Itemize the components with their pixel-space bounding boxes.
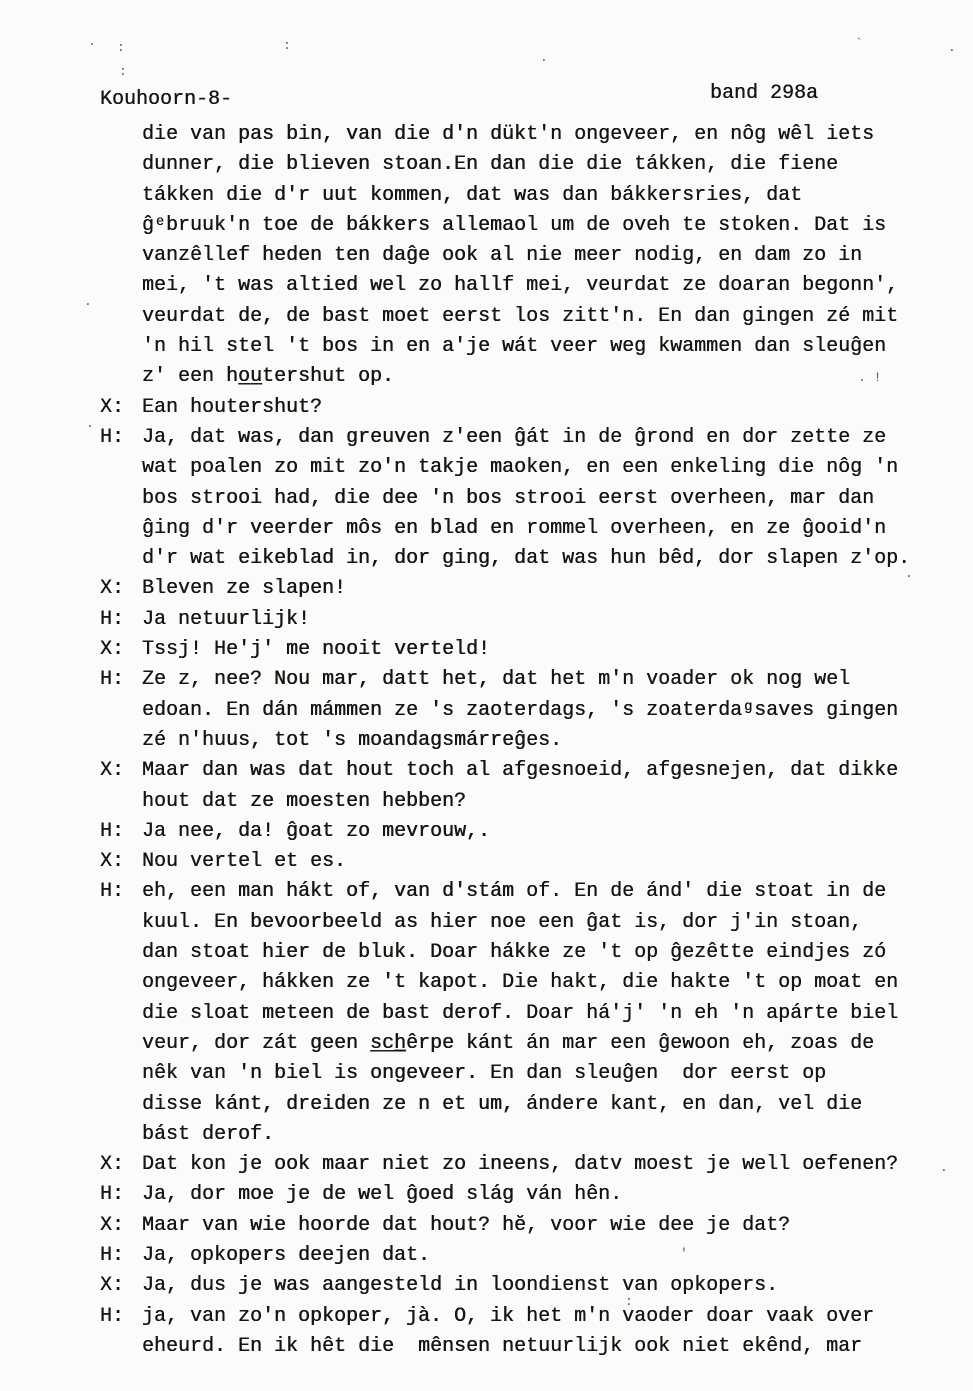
page-header [100, 82, 933, 120]
line-text: bást derof. [142, 1122, 275, 1146]
line-text: eh, een man hákt of, van d'stám of. En de ánd' die stoat in de [142, 880, 887, 904]
transcript-line [100, 938, 933, 968]
speaker-label: H: [100, 819, 125, 843]
transcript-line [100, 1059, 933, 1089]
transcript-line [100, 1332, 933, 1362]
transcript-line [100, 423, 933, 453]
line-text: eheurd. En ik hêt die mênsen netuurlijk ook niet ekênd, mar [142, 1334, 863, 1358]
line-text: bos strooi had, die dee 'n bos strooi eerst overheen, mar dan [142, 486, 875, 510]
line-text: Maar dan was dat hout toch al afgesnoeid, afgesnejen, dat dikke [142, 759, 899, 783]
transcript-line [100, 756, 933, 786]
speaker-label: H: [100, 607, 125, 631]
line-text: ĝᵉbruuk'n toe de bákkers allemaol um de oveh te stoken. Dat is [142, 213, 887, 237]
transcript-line [100, 605, 933, 635]
transcript-line [100, 362, 933, 392]
transcript-line [100, 635, 933, 665]
scan-speck: : [283, 38, 291, 53]
transcript-line [100, 787, 933, 817]
transcript-line [100, 726, 933, 756]
line-text: ongeveer, hákken ze 't kapot. Die hakt, die hakte 't op moat en [142, 971, 899, 995]
transcript-line [100, 484, 933, 514]
scan-speck: . [540, 50, 548, 65]
line-text: Ze z, nee? Nou mar, datt het, dat het m'n voader ok nog wel [142, 668, 851, 692]
speaker-label: X: [100, 638, 125, 662]
line-text: Ja nee, da! ĝoat zo mevrouw,. [142, 819, 491, 843]
transcript-line [100, 332, 933, 362]
scan-speck: . [84, 294, 92, 309]
document-title: Kouhoorn-8- [100, 88, 233, 111]
transcript-line [100, 544, 933, 574]
speaker-label: H: [100, 1243, 125, 1267]
transcript-line [100, 393, 933, 423]
scan-speck: . ! [858, 370, 882, 385]
transcript-line [100, 1120, 933, 1150]
line-text: Dat kon je ook maar niet zo ineens, datv moest je well oefenen? [142, 1153, 899, 1177]
transcript-line [100, 999, 933, 1029]
line-text: Maar van wie hoorde dat hout? hĕ, voor wie dee je dat? [142, 1213, 791, 1237]
line-text: 'n hil stel 't bos in en a'je wát veer weg kwammen dan sleuĝen [142, 335, 887, 359]
scan-speck: ' [680, 1246, 688, 1261]
scan-speck: ` [855, 36, 863, 51]
line-text: ĝing d'r veerder môs en blad en rommel overheen, en ze ĝooid'n [142, 516, 887, 540]
line-text: vanzêllef heden ten daĝe ook al nie meer nodig, en dam zo in [142, 244, 863, 268]
transcript-line [100, 877, 933, 907]
transcript-lines [100, 120, 933, 1362]
speaker-label: X: [100, 759, 125, 783]
transcript-line [100, 120, 933, 150]
line-text: Ja, dat was, dan greuven z'een ĝát in de ĝrond en dor zette ze [142, 425, 887, 449]
transcript-line [100, 696, 933, 726]
transcript-line [100, 1241, 933, 1271]
transcript-line [100, 574, 933, 604]
line-text: Ja, opkopers deejen dat. [142, 1243, 431, 1267]
speaker-label: H: [100, 1304, 125, 1328]
line-text: mei, 't was altied wel zo hallf mei, veurdat ze doaran begonn', [142, 274, 899, 298]
line-text: wat poalen zo mit zo'n takje maoken, en een enkeling die nôg 'n [142, 456, 899, 480]
line-text: tákken die d'r uut kommen, dat was dan bákkersries, dat [142, 183, 803, 207]
line-text: edoan. En dán mámmen ze 's zaoterdags, 's zoaterdaᵍsaves gingen [142, 698, 899, 722]
line-text: Tssj! He'j' me nooit verteld! [142, 638, 491, 662]
transcript-line [100, 847, 933, 877]
line-text: dunner, die blieven stoan.En dan die die tákken, die fiene [142, 153, 839, 177]
line-text: Bleven ze slapen! [142, 577, 347, 601]
scan-speck: . [905, 566, 913, 581]
speaker-label: X: [100, 1274, 125, 1298]
scan-speck: : [117, 40, 125, 55]
transcript-line [100, 453, 933, 483]
transcript-line [100, 1090, 933, 1120]
speaker-label: H: [100, 880, 125, 904]
line-text: z' een ho̲u̲tershut op. [142, 365, 395, 389]
line-text: Ean houtershut? [142, 395, 323, 419]
line-text: disse kánt, dreiden ze n et um, ándere kant, en dan, vel die [142, 1092, 863, 1116]
scan-speck: . [86, 416, 94, 431]
line-text: Ja netuurlijk! [142, 607, 311, 631]
transcript-line [100, 181, 933, 211]
line-text: ja, van zo'n opkoper, jà. O, ik het m'n vaoder doar vaak over [142, 1304, 875, 1328]
line-text: d'r wat eikeblad in, dor ging, dat was hun bêd, dor slapen z'op. [142, 547, 911, 571]
scan-speck: . [948, 40, 956, 55]
tape-band-label: band 298a [710, 82, 819, 105]
scan-speck: . [88, 34, 96, 49]
transcript-line [100, 1180, 933, 1210]
speaker-label: X: [100, 850, 125, 874]
line-text: hout dat ze moesten hebben? [142, 789, 467, 813]
transcript-line [100, 908, 933, 938]
transcript-line [100, 1302, 933, 1332]
line-text: die van pas bin, van die d'n dükt'n ongeveer, en nôg wêl iets [142, 123, 875, 146]
speaker-label: X: [100, 395, 125, 419]
line-text: Ja, dor moe je de wel ĝoed slág ván hên. [142, 1183, 623, 1207]
speaker-label: H: [100, 425, 125, 449]
transcript-line [100, 211, 933, 241]
line-text: die sloat meteen de bast derof. Doar há'j' 'n eh 'n apárte biel [142, 1001, 899, 1025]
line-text: zé n'huus, tot 's moandagsmárreĝes. [142, 728, 563, 752]
transcript-line [100, 1029, 933, 1059]
line-text: Ja, dus je was aangesteld in loondienst van opkopers. [142, 1274, 779, 1298]
transcript-line [100, 271, 933, 301]
transcript-line [100, 1271, 933, 1301]
line-text: veur, dor zát geen s̲c̲h̲êrpe kánt án mar een ĝewoon eh, zoas de [142, 1031, 875, 1055]
speaker-label: H: [100, 1183, 125, 1207]
transcript-line [100, 150, 933, 180]
transcript-line [100, 1150, 933, 1180]
transcript-line [100, 1211, 933, 1241]
line-text: dan stoat hier de bluk. Doar hákke ze 't op ĝezêtte eindjes zó [142, 941, 887, 965]
speaker-label: X: [100, 577, 125, 601]
scan-speck: : [625, 1294, 633, 1309]
transcript-line [100, 302, 933, 332]
line-text: kuul. En bevoorbeeld as hier noe een ĝat is, dor j'in stoan, [142, 910, 863, 934]
transcript-line [100, 514, 933, 544]
transcript-line [100, 241, 933, 271]
transcript-line [100, 817, 933, 847]
line-text: nêk van 'n biel is ongeveer. En dan sleuĝen dor eerst op [142, 1062, 827, 1086]
transcript-line [100, 968, 933, 998]
line-text: Nou vertel et es. [142, 850, 347, 874]
transcript-line [100, 665, 933, 695]
speaker-label: H: [100, 668, 125, 692]
scan-speck: : [119, 64, 127, 79]
speaker-label: X: [100, 1153, 125, 1177]
speaker-label: X: [100, 1213, 125, 1237]
scan-speck: . [940, 1160, 948, 1175]
line-text: veurdat de, de bast moet eerst los zitt'n. En dan gingen zé mit [142, 304, 899, 328]
